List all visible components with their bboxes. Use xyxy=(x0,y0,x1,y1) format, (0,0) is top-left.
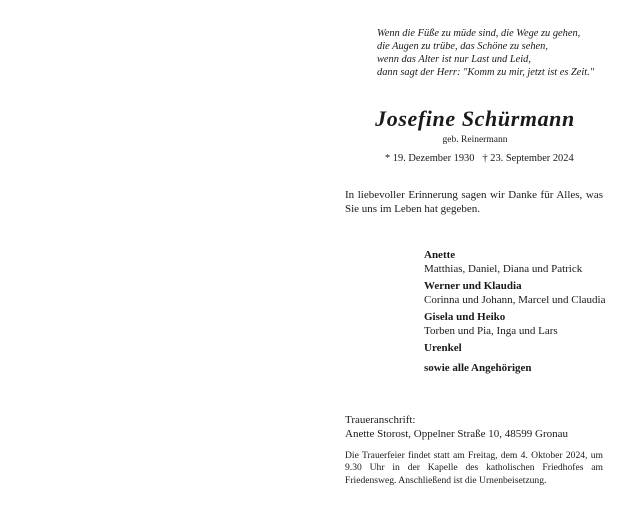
family-lead: Gisela und Heiko xyxy=(424,311,506,323)
family-members: Torben und Pia, Inga und Lars xyxy=(424,324,558,337)
family-group xyxy=(424,249,624,276)
family-list xyxy=(424,249,624,375)
poem xyxy=(377,27,622,79)
family-group xyxy=(424,311,624,338)
address-line: Anette Storost, Oppelner Straße 10, 48599 Gronau xyxy=(345,428,569,440)
poem-line: wenn das Alter ist nur Last und Leid, xyxy=(377,54,531,65)
address-label: Traueranschrift: xyxy=(345,414,416,426)
poem-line: Wenn die Füße zu müde sind, die Wege zu gehen, xyxy=(377,28,581,39)
death-date: † 23. September 2024 xyxy=(482,153,574,164)
life-dates xyxy=(385,153,574,164)
birth-date: * 19. Dezember 1930 xyxy=(385,153,475,164)
family-members: Matthias, Daniel, Diana und Patrick xyxy=(424,262,583,275)
maiden-name: geb. Reinermann xyxy=(442,135,508,145)
family-lead: Werner und Klaudia xyxy=(424,280,522,292)
family-members: Corinna und Johann, Marcel und Claudia xyxy=(424,293,606,306)
family-group xyxy=(424,280,624,307)
family-lead: Anette xyxy=(424,249,456,261)
poem-line: die Augen zu trübe, das Schöne zu sehen, xyxy=(377,41,548,52)
mourning-address xyxy=(345,413,568,441)
relatives: sowie alle Angehörigen xyxy=(424,361,532,374)
great-grandchildren: Urenkel xyxy=(424,342,462,354)
ceremony-text: Die Trauerfeier findet statt am Freitag, dem 4. Oktober 2024, um 9.30 Uhr in der Kapelle des katholischen Friedhofes am Friedensweg. Anschließend ist die Urnenbeisetzung. xyxy=(345,450,603,486)
poem-line: dann sagt der Herr: "Komm zu mir, jetzt ist es Zeit." xyxy=(377,67,595,78)
deceased-name: Josefine Schürmann xyxy=(375,106,575,131)
thanks-text: In liebevoller Erinnerung sagen wir Danke für Alles, was Sie uns im Leben hat gegeben. xyxy=(345,189,603,215)
